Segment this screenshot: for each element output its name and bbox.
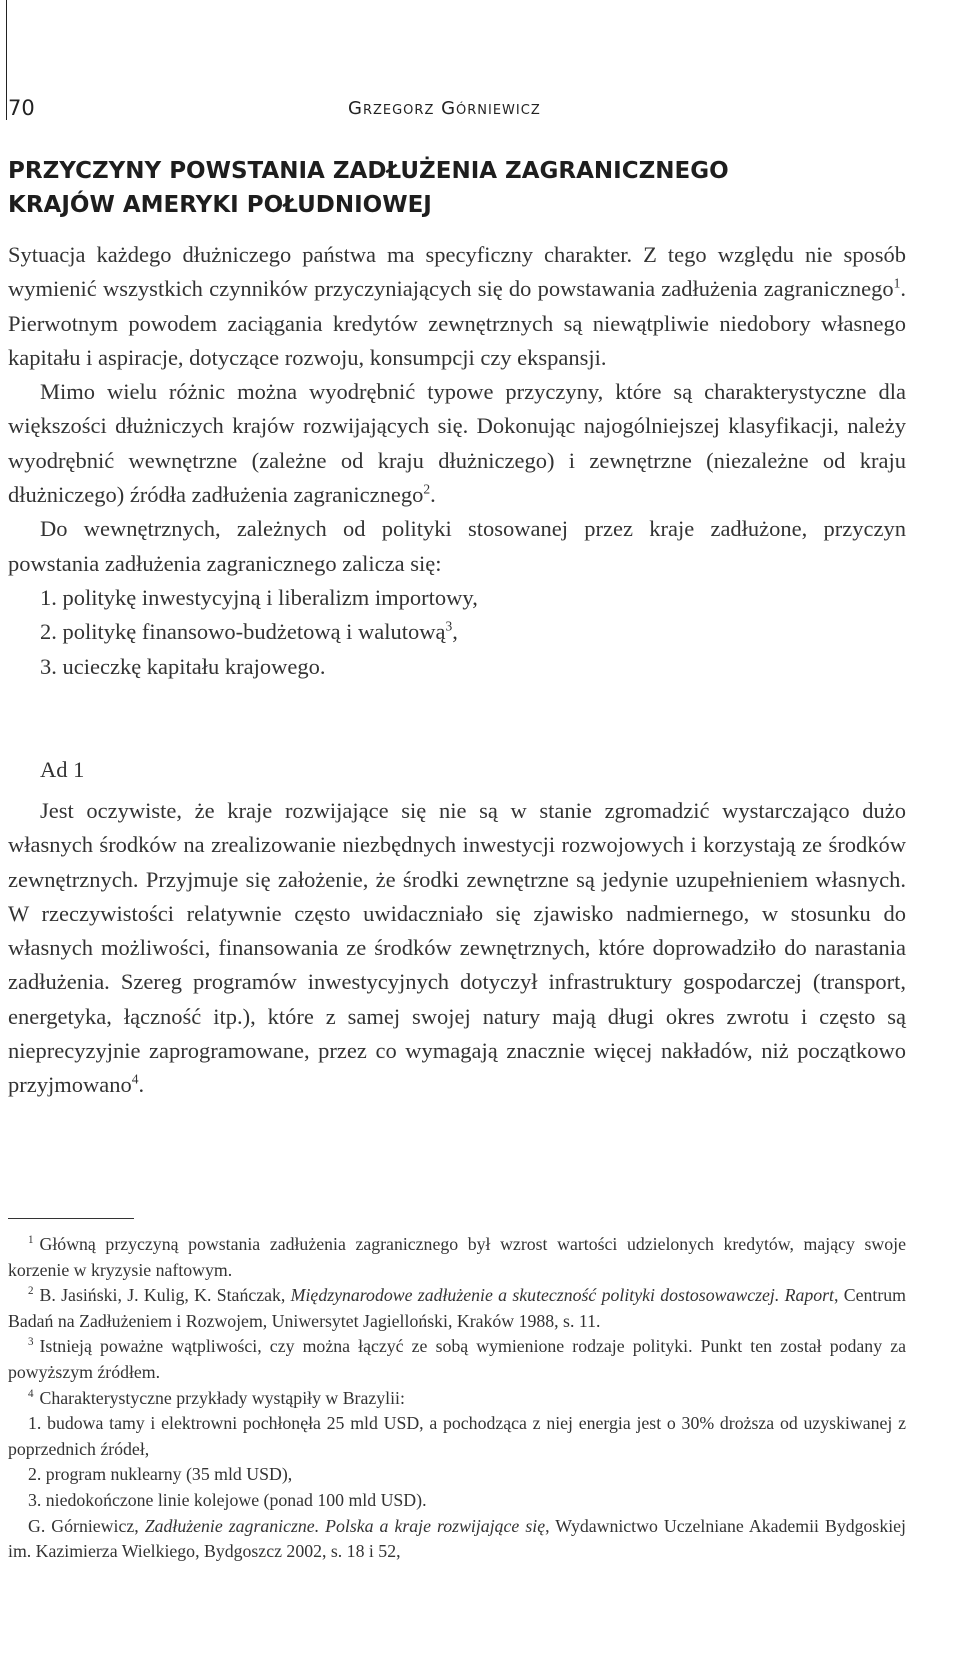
footnote-text: Istnieją poważne wątpliwości, czy można łączyć ze sobą wymienione rodzaje polityki. Punkt ten został podany za powyższym źródłem. [8,1336,906,1382]
footnotes [8,1232,906,1565]
footnote-mark: 3 [28,1336,34,1349]
footnote-text: B. Jasiński, J. Kulig, K. Stańczak, [39,1285,291,1306]
list-item-text: , [452,619,458,645]
footnote [8,1232,906,1283]
footnote [8,1283,906,1334]
footnote-separator [8,1218,134,1219]
footnote-list-item: 2. program nuklearny (35 mld USD), [28,1464,293,1485]
list-item: 3. ucieczkę kapitału krajowego. [40,653,326,679]
body-text-upper [8,238,906,684]
footnote [8,1386,906,1412]
footnote-ref[interactable]: 4 [131,1071,139,1087]
list-item [8,615,906,649]
subsection-label: Ad 1 [40,757,85,782]
footnote-ref[interactable]: 2 [423,481,431,497]
section-heading-line: KRAJÓW AMERYKI POŁUDNIOWEJ [8,192,432,218]
list-item: 1. politykę inwestycyjną i liberalizm importowy, [40,584,478,610]
paragraph: Do wewnętrznych, zależnych od polityki stosowanej przez kraje zadłużone, przyczyn powstania zadłużenia zagranicznego zalicza się: [8,516,906,576]
body-text-lower [8,794,906,1103]
paragraph [8,238,906,375]
margin-rule [6,0,7,120]
list-item-text: 2. politykę finansowo-budżetową i walutową [40,619,446,645]
footnote-text: Charakterystyczne przykłady wystąpiły w Brazylii: [39,1387,405,1408]
footnote-ref[interactable]: 3 [445,618,453,634]
footnote-text: , Wydawnictwo Uczelniane Akademii Bydgoskiej im. Kazimierza Wielkiego, Bydgoszcz 2002, s. 18 i 52, [8,1515,906,1562]
footnote-ref[interactable]: 1 [893,275,901,291]
paragraph-text: Sytuacja każdego dłużniczego państwa ma specyficzny charakter. Z tego względu nie sposób wymienić wszystkich czynników przyczyniających się do powstawania zadłużenia zagranicznego [8,242,906,302]
paragraph-text: . [430,482,436,508]
footnote-source [8,1514,906,1565]
paragraph [8,794,906,1103]
footnote-title: Zadłużenie zagraniczne. Polska a kraje rozwijające się [144,1515,546,1536]
footnote-mark: 2 [28,1285,34,1298]
footnote-list-item: 1. budowa tamy i elektrowni pochłonęła 25 mld USD, a pochodząca z niej energia jest o 30% droższa od uzyskiwanej z poprzednich źródeł, [8,1413,906,1459]
footnote-title: Międzynarodowe zadłużenie a skuteczność polityki dostosowawczej. Raport [290,1285,834,1306]
footnote-text: , Centrum Badań na Zadłużeniem i Rozwojem, Uniwersytet Jagielloński, Kraków 1988, s. 11. [8,1285,906,1331]
paragraph-text: Jest oczywiste, że kraje rozwijające się nie są w stanie zgromadzić wystarczająco dużo własnych środków na zrealizowanie niezbędnych inwestycji rozwojowych i korzystają ze środków zewnętrznych. Przyjmuje się założenie, że środki zewnętrzne są jedynie uzupełnieniem własnych. W rzeczywistości relatywnie często uwidaczniało się zjawisko nadmiernego, w stosunku do własnych możliwości, finansowania ze środków zewnętrznych, które doprowadziło do narastania zadłużenia. Szereg programów inwestycyjnych dotyczył infrastruktury gospodarczej (transport, energetyka, łączność itp.), które z samej swojej natury mają długi okres zwrotu i często są nieprecyzyjnie zaprogramowane, przez co wymagają znacznie więcej nakładów, niż początkowo przyjmowano [8,798,906,1098]
footnote-mark: 1 [28,1234,34,1247]
footnote-mark: 4 [28,1387,34,1400]
section-heading-line: PRZYCZYNY POWSTANIA ZADŁUŻENIA ZAGRANICZNEGO [8,158,729,184]
page-number: 70 [8,96,35,120]
paragraph-text: . Pierwotnym powodem zaciągania kredytów zewnętrznych są niewątpliwie niedobory własnego kapitału i aspiracje, dotyczące rozwoju, konsumpcji czy ekspansji. [8,276,906,370]
section-heading [8,154,908,222]
paragraph [8,375,906,512]
footnote-list-item: 3. niedokończone linie kolejowe (ponad 100 mld USD). [28,1489,427,1510]
footnote [8,1334,906,1385]
footnote-text: G. Górniewicz, [28,1515,145,1536]
footnote-text: Główną przyczyną powstania zadłużenia zagranicznego był wzrost wartości udzielonych kredytów, mający swoje korzenie w kryzysie naftowym. [8,1234,906,1280]
paragraph-text: . [138,1072,145,1098]
running-header [8,96,908,128]
paragraph-text: Mimo wielu różnic można wyodrębnić typowe przyczyny, które są charakterystyczne dla większości dłużniczych krajów rozwijających się. Dokonując najogólniejszej klasyfikacji, należy wyodrębnić wewnętrzne (zależne od kraju dłużniczego) i zewnętrzne (niezależne od kraju dłużniczego) źródła zadłużenia zagranicznego [8,379,906,508]
running-head-author: Grzegorz Górniewicz [348,98,541,119]
